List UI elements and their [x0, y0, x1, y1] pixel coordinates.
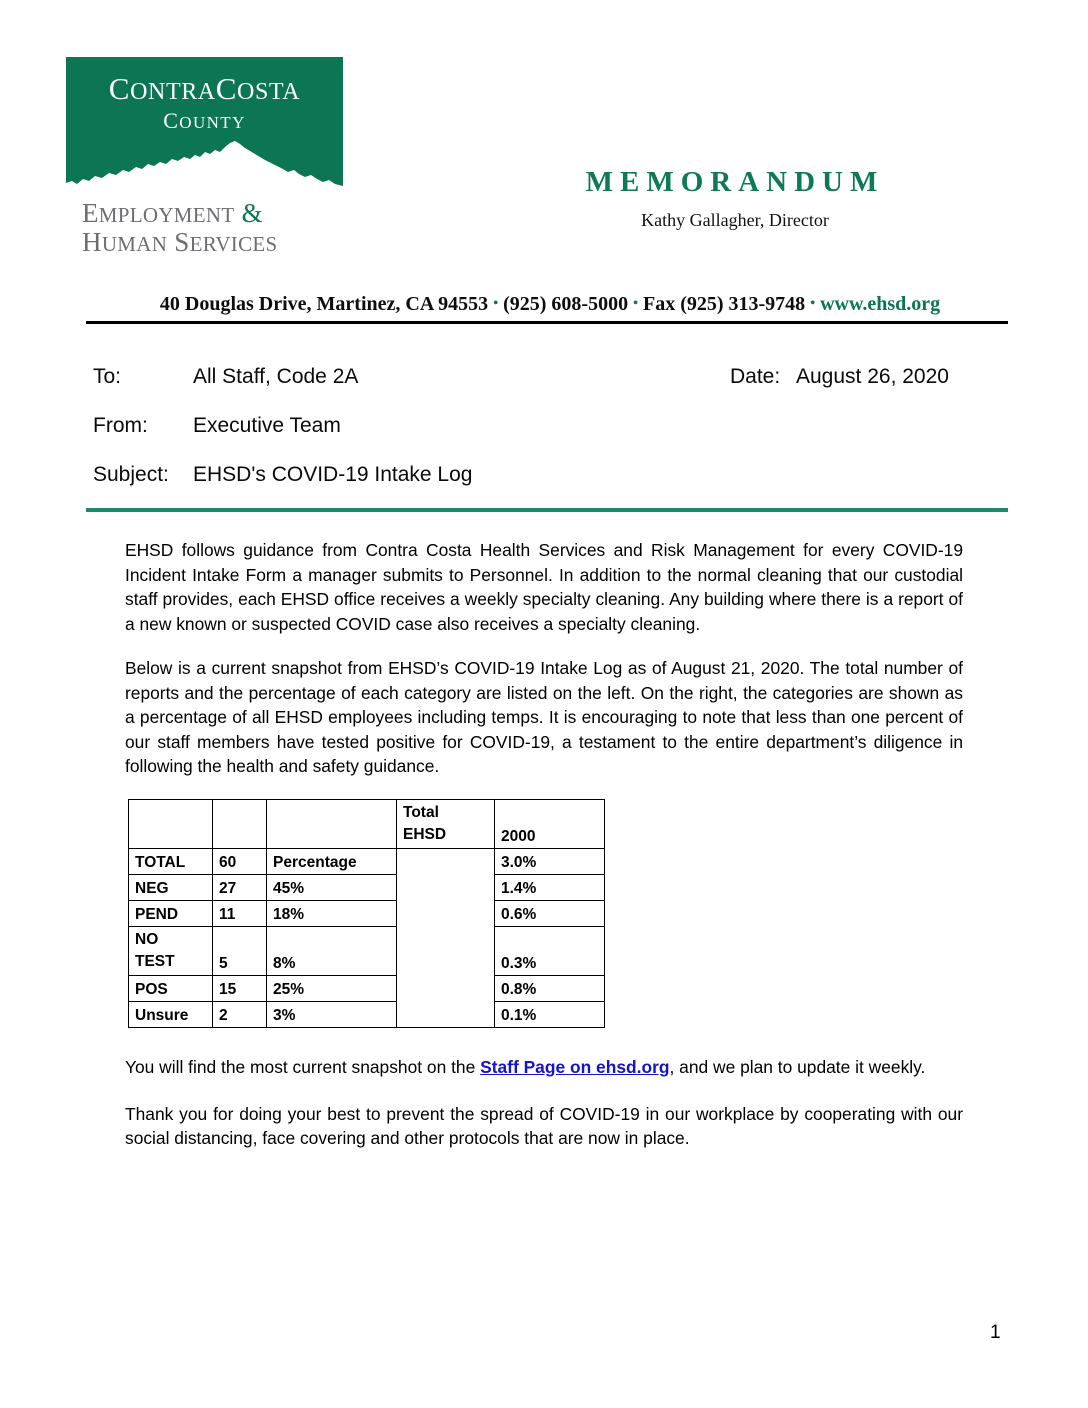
- logo-department-name: EMPLOYMENT & HUMAN SERVICES: [82, 198, 278, 257]
- row-label-line1: NO: [135, 931, 159, 948]
- row-label: Unsure: [129, 1002, 213, 1028]
- subject-label: Subject:: [93, 463, 169, 486]
- page-number: 1: [990, 1322, 1001, 1343]
- total-ehsd-header-line1: Total: [403, 804, 439, 821]
- director-name: Kathy Gallagher, Director: [641, 210, 829, 230]
- covid-intake-table: [128, 799, 605, 1028]
- from-value: Executive Team: [193, 414, 341, 437]
- row-ehsd-percentage: 1.4%: [495, 875, 605, 901]
- body-paragraph-1: EHSD follows guidance from Contra Costa Health Services and Risk Management for every COVID-19 Incident Intake Form a manager submits to Personnel. In addition to the normal cleaning that our custodial staff provides, each EHSD office receives a weekly specialty cleaning. Any building where there is a report of a new known or suspected COVID case also receives a specialty cleaning.: [125, 540, 963, 634]
- logo-county-name: CONTRACOSTA: [108, 71, 301, 106]
- agency-contact-line: [90, 293, 1010, 316]
- row-percentage: 8%: [267, 927, 397, 976]
- row-label: POS: [129, 976, 213, 1002]
- total-ehsd-header: [397, 800, 495, 849]
- paragraph-3-suffix: , and we plan to update it weekly.: [669, 1057, 926, 1077]
- row-percentage: 45%: [267, 875, 397, 901]
- meta-row-subject: [93, 463, 993, 512]
- subject-value: EHSD's COVID-19 Intake Log: [193, 463, 473, 486]
- meta-row-from: [93, 414, 993, 463]
- row-count: 27: [213, 875, 267, 901]
- memo-meta-block: [93, 365, 993, 512]
- agency-logo: [66, 57, 346, 256]
- contra-costa-county-logo-mark: [66, 57, 343, 193]
- address-text: 40 Douglas Drive, Martinez, CA 94553: [159, 293, 489, 315]
- date-label: Date:: [730, 365, 781, 388]
- table-row: [129, 976, 605, 1002]
- table-row: [129, 901, 605, 927]
- body-paragraph-2: Below is a current snapshot from EHSD’s COVID-19 Intake Log as of August 21, 2020. The total number of reports and the percentage of each category are listed on the left. On the right, the categories are shown as a percentage of all EHSD employees including temps. It is encouraging to note that less than one percent of our staff members have tested positive for COVID-19, a testament to the entire department’s diligence in following the health and safety guidance.: [125, 658, 963, 776]
- row-label: NEG: [129, 875, 213, 901]
- row-count: 15: [213, 976, 267, 1002]
- meta-row-to: [93, 365, 993, 414]
- staff-page-link[interactable]: Staff Page on ehsd.org: [480, 1057, 670, 1077]
- date-value: August 26, 2020: [796, 365, 949, 388]
- from-label: From:: [93, 414, 148, 437]
- table-row: [129, 875, 605, 901]
- mountain-ridge-icon: [66, 138, 343, 193]
- website-link[interactable]: www.ehsd.org: [820, 293, 941, 315]
- row-ehsd-percentage: 0.1%: [495, 1002, 605, 1028]
- separator-diamond-icon: •: [633, 296, 638, 311]
- memo-body-top: [125, 538, 963, 799]
- row-percentage: 18%: [267, 901, 397, 927]
- total-ehsd-spacer-cell: [397, 849, 495, 1028]
- row-count: 2: [213, 1002, 267, 1028]
- body-paragraph-4: Thank you for doing your best to prevent the spread of COVID-19 in our workplace by cooperating with our social distancing, face covering and other protocols that are now in place.: [125, 1103, 963, 1148]
- row-label: TOTAL: [129, 849, 213, 875]
- row-label: [129, 927, 213, 976]
- memorandum-title: MEMORANDUM: [585, 166, 885, 198]
- to-label: To:: [93, 365, 122, 388]
- table-row: [129, 1002, 605, 1028]
- table-row: [129, 927, 605, 976]
- logo-county-word: COUNTY: [163, 108, 246, 133]
- row-percentage: Percentage: [267, 849, 397, 875]
- row-percentage: 25%: [267, 976, 397, 1002]
- row-ehsd-percentage: 0.3%: [495, 927, 605, 976]
- row-label: PEND: [129, 901, 213, 927]
- fax-text: Fax (925) 313-9748: [642, 293, 806, 315]
- row-ehsd-percentage: 0.6%: [495, 901, 605, 927]
- paragraph-3-prefix: You will find the most current snapshot on the: [125, 1057, 481, 1077]
- table-row-header: [129, 800, 605, 849]
- covid-intake-table-container: [128, 799, 606, 1033]
- row-percentage: 3%: [267, 1002, 397, 1028]
- phone-text: (925) 608-5000: [503, 293, 629, 315]
- row-ehsd-percentage: 3.0%: [495, 849, 605, 875]
- body-paragraph-3: [125, 1055, 963, 1080]
- total-ehsd-header-line2: EHSD: [403, 826, 447, 843]
- row-count: 60: [213, 849, 267, 875]
- separator-diamond-icon: •: [810, 296, 816, 311]
- separator-diamond-icon: •: [493, 296, 499, 311]
- row-label-line2: TEST: [135, 953, 175, 970]
- table-row: [129, 849, 605, 875]
- row-count: 5: [213, 927, 267, 976]
- total-ehsd-employees-value: 2000: [495, 800, 605, 849]
- row-count: 11: [213, 901, 267, 927]
- memo-body-bottom: [125, 1055, 963, 1171]
- header-divider-rule: [86, 321, 1008, 324]
- row-ehsd-percentage: 0.8%: [495, 976, 605, 1002]
- green-divider-rule: [86, 508, 1008, 512]
- to-value: All Staff, Code 2A: [193, 365, 359, 388]
